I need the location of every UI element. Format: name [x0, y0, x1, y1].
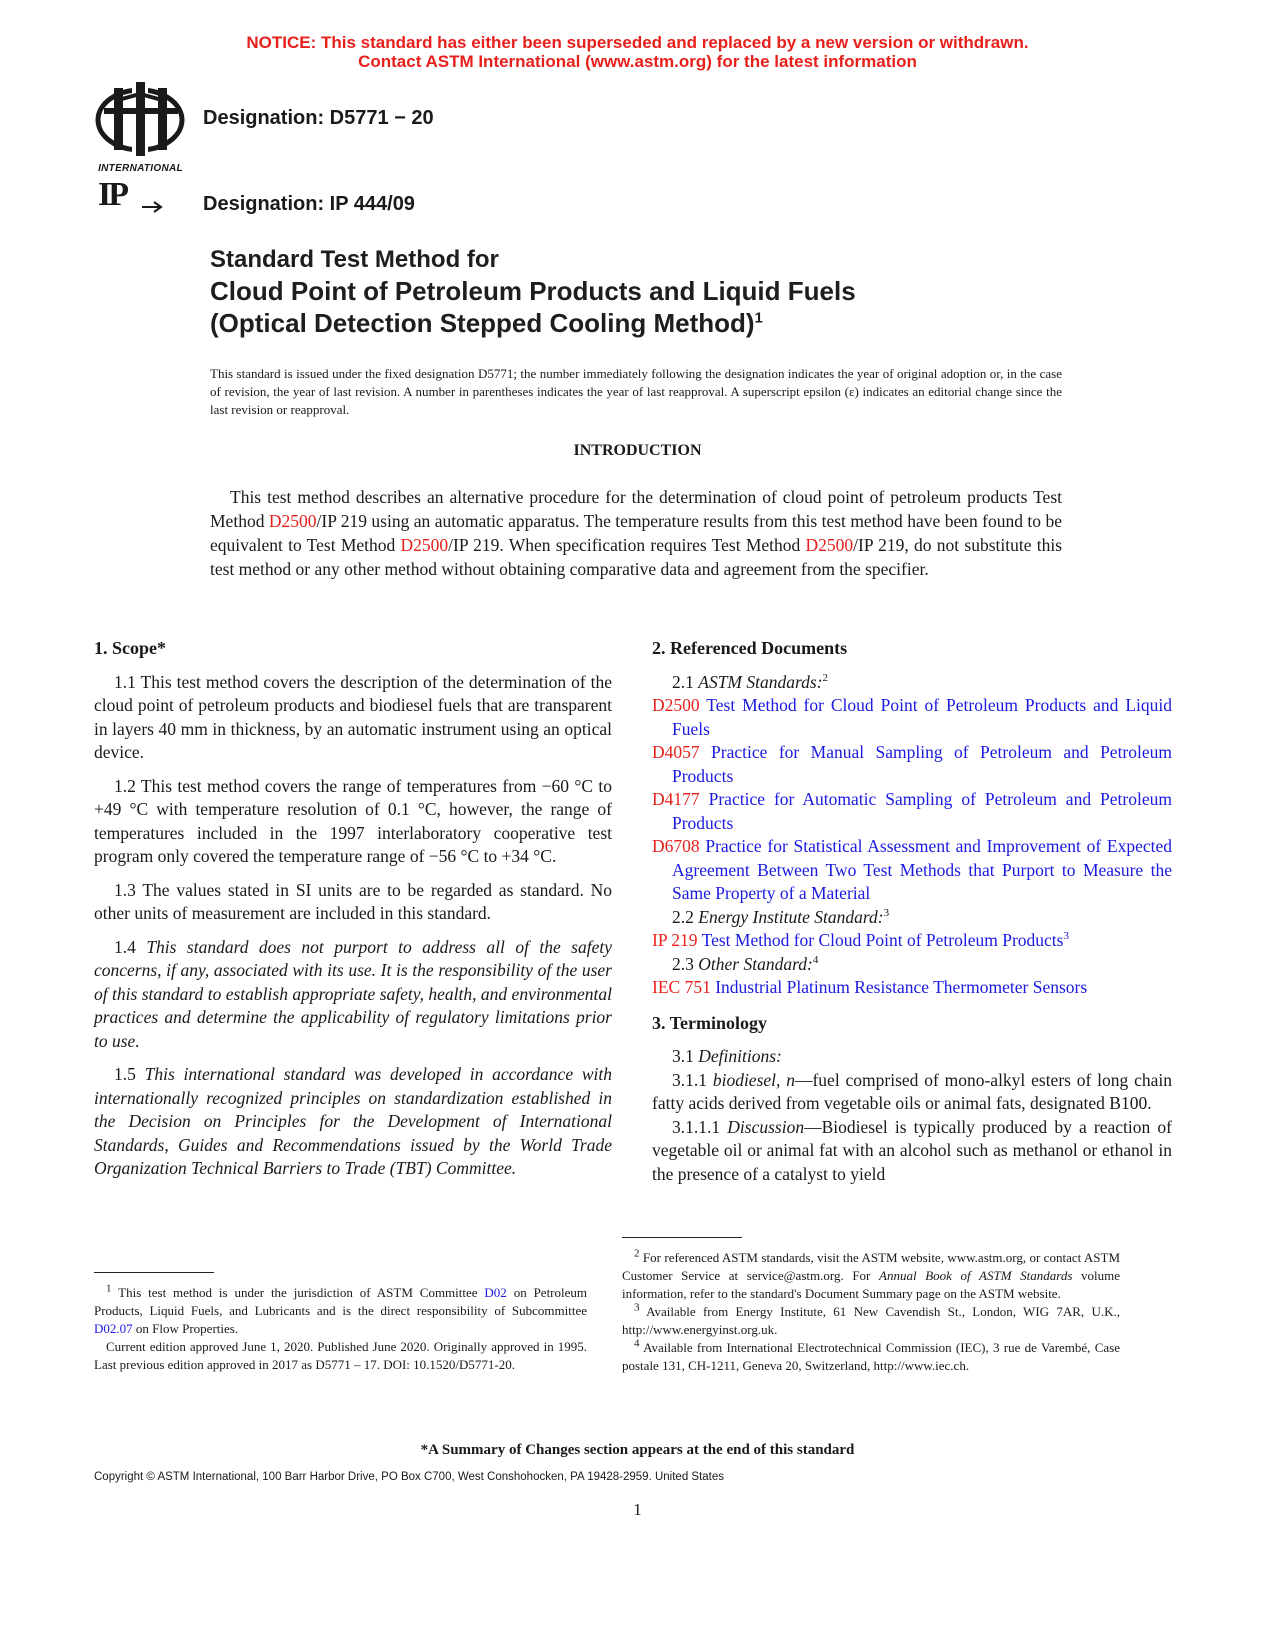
scope-heading: 1. Scope*	[94, 638, 166, 658]
intro-text-4: /IP 219, do not substitute this test method or any other method without obtaining comparative data and agreement from the specifier.	[210, 535, 1062, 579]
footnote-2-text-b: volume information, refer to the standard's Document Summary page on the ASTM website.	[622, 1268, 1121, 1301]
astm-reference-list	[652, 694, 1172, 906]
ei-standard-label	[652, 906, 1172, 930]
reference-title[interactable]: Practice for Automatic Sampling of Petroleum and Petroleum Products	[672, 789, 1172, 833]
footnote-1-text-b: on Petroleum Products, Liquid Fuels, and Lubricants and is the direct responsibility of Subcommittee	[94, 1285, 587, 1318]
footnote-2	[622, 1249, 1120, 1303]
title-footnote-mark: 1	[754, 309, 763, 327]
footnotes-right	[622, 1249, 1120, 1375]
footnote-3	[622, 1303, 1120, 1339]
scope-1-1: 1.1 This test method covers the description of the determination of the cloud point of petroleum products and biodiesel fuels that are transparent in layers 40 mm in thickness, by an automatic instrument using an optical device.	[94, 671, 612, 762]
notice-line-1: NOTICE: This standard has either been superseded and replaced by a new version or withdrawn.	[246, 33, 1029, 52]
summary-of-changes-note: *A Summary of Changes section appears at the end of this standard	[420, 1442, 855, 1458]
definitions-text: Definitions:	[698, 1046, 782, 1066]
footnotes-left	[94, 1284, 587, 1374]
terminology-heading: 3. Terminology	[652, 1012, 768, 1033]
other-standard-text: Other Standard:	[698, 953, 813, 974]
reference-title[interactable]: Test Method for Cloud Point of Petroleum Products	[697, 930, 1064, 950]
definitions-number: 3.1	[672, 1046, 699, 1066]
astm-standards-number: 2.1	[672, 671, 699, 692]
discussion-text: —Biodiesel is typically produced by a reaction of vegetable oil or animal fat with an alcohol such as methanol or ethanol in the presence of a catalyst to yield	[652, 1116, 1172, 1184]
other-standard-mark: 4	[812, 953, 819, 966]
reference-item[interactable]	[652, 741, 1172, 788]
other-standard-number: 2.3	[672, 953, 699, 974]
reference-code[interactable]: D2500	[652, 695, 700, 715]
scope-1-3: 1.3 The values stated in SI units are to be regarded as standard. No other units of measurement are included in this standard.	[94, 879, 612, 923]
reference-code[interactable]: IEC 751	[652, 977, 711, 997]
discussion-label: Discussion	[727, 1116, 805, 1137]
reference-item[interactable]	[652, 835, 1172, 906]
discussion-biodiesel	[652, 1116, 1172, 1187]
scope-section	[94, 637, 612, 1191]
page-number: 1	[633, 1500, 642, 1519]
copyright-line: Copyright © ASTM International, 100 Barr Harbor Drive, PO Box C700, West Conshohocken, PA 19428-2959. United States	[94, 1471, 725, 1483]
footnote-1-edition: Current edition approved June 1, 2020. Published June 2020. Originally approved in 1995. Last previous edition approved in 2017 as D5771 – 17. DOI: 10.1520/D5771-20.	[94, 1339, 587, 1372]
scope-1-5	[94, 1063, 612, 1181]
title-line-1: Standard Test Method for	[210, 246, 499, 273]
footnote-rule-right	[622, 1237, 742, 1238]
ip-logo	[98, 176, 126, 214]
footnote-2-text-a: For referenced ASTM standards, visit the ASTM website, www.astm.org, or contact ASTM Customer Service at service@astm.org. For	[622, 1250, 1121, 1283]
astm-logo	[88, 80, 193, 172]
title-line-3	[210, 308, 763, 339]
issuance-note: This standard is issued under the fixed designation D5771; the number immediately following the designation indicates the year of original adoption or, in the case of revision, the year of last revision. A number in parentheses indicates the year of last reapproval. A superscript epsilon (ε) indicates an editorial change since the last revision or reapproval.	[210, 366, 1062, 417]
scope-1-4	[94, 936, 612, 1054]
link-d2500[interactable]: D2500	[400, 535, 449, 555]
ei-standard-text: Energy Institute Standard:	[698, 906, 884, 927]
link-d2500[interactable]: D2500	[268, 511, 317, 531]
footnote-1-mark: 1	[106, 1282, 112, 1295]
astm-standards-label	[652, 671, 1172, 695]
title-line-3-text: (Optical Detection Stepped Cooling Method)	[210, 308, 755, 338]
introduction-text	[210, 485, 1062, 581]
designation-ip: Designation: IP 444/09	[203, 193, 415, 215]
reference-title[interactable]: Industrial Platinum Resistance Thermometer Sensors	[710, 977, 1088, 997]
notice-line-2: Contact ASTM International (www.astm.org) for the latest information	[358, 52, 917, 71]
footnote-3-mark: 3	[634, 1301, 640, 1314]
right-column	[652, 637, 1172, 1186]
scope-1-4-text: This standard does not purport to address all of the safety concerns, if any, associated with its use. It is the responsibility of the user of this standard to establish appropriate safety, health, and environmental practices and determine the applicability of regulatory limitations prior to use.	[94, 936, 613, 1051]
scope-1-4-number: 1.4	[114, 936, 147, 957]
reference-code[interactable]: D4177	[652, 789, 700, 809]
referenced-documents-heading: 2. Referenced Documents	[652, 638, 848, 658]
footnote-4-text: Available from International Electrotechnical Commission (IEC), 3 rue de Varembé, Case postale 131, CH-1211, Geneva 20, Switzerland, http://www.iec.ch.	[622, 1340, 1120, 1373]
definitions-label	[652, 1045, 1172, 1069]
footnote-2-mark: 2	[634, 1247, 640, 1260]
reference-item[interactable]	[652, 788, 1172, 835]
footnote-4	[622, 1339, 1120, 1375]
reference-code[interactable]: IP 219	[652, 930, 698, 950]
ip-logo-arrow	[142, 200, 164, 214]
definition-text: —fuel comprised of mono-alkyl esters of long chain fatty acids derived from vegetable oils or animal fats, designated B100.	[652, 1069, 1173, 1113]
reference-mark: 3	[1063, 930, 1069, 943]
reference-item[interactable]	[652, 694, 1172, 741]
footnote-1-text-c: on Flow Properties.	[132, 1321, 239, 1336]
title-line-2: Cloud Point of Petroleum Products and Liquid Fuels	[210, 276, 856, 306]
reference-title[interactable]: Practice for Manual Sampling of Petroleum and Petroleum Products	[672, 742, 1172, 786]
footnote-2-book: Annual Book of ASTM Standards	[879, 1268, 1073, 1283]
link-d2500[interactable]: D2500	[805, 535, 854, 555]
reference-item-iec751[interactable]	[652, 976, 1172, 1000]
reference-title[interactable]: Test Method for Cloud Point of Petroleum Products and Liquid Fuels	[672, 695, 1172, 739]
astm-logo-text: INTERNATIONAL	[98, 163, 183, 174]
astm-standards-text: ASTM Standards:	[698, 671, 823, 692]
scope-1-5-text: This international standard was developed in accordance with internationally recognized principles on standardization established in the Decision on Principles for the Development of International Standards, Guides and Recommendations issued by the World Trade Organization Technical Barriers to Trade (TBT) Committee.	[94, 1064, 613, 1178]
discussion-number: 3.1.1.1	[672, 1116, 728, 1137]
intro-text-1: This test method describes an alternative procedure for the determination of cloud point of petroleum products Test Method	[210, 487, 1062, 531]
intro-text-2: /IP 219 using an automatic apparatus. The temperature results from this test method have been found to be equivalent to Test Method	[210, 511, 1062, 555]
designation-astm: Designation: D5771 − 20	[203, 107, 434, 129]
footnote-3-text: Available from Energy Institute, 61 New Cavendish St., London, WIG 7AR, U.K., http://www.energyinst.org.uk.	[622, 1304, 1120, 1337]
reference-code[interactable]: D4057	[652, 742, 700, 762]
definition-biodiesel	[652, 1069, 1172, 1116]
link-d02[interactable]: D02	[484, 1285, 507, 1300]
definition-term: biodiesel, n	[712, 1069, 795, 1090]
scope-1-2: 1.2 This test method covers the range of temperatures from −60 °C to +49 °C with temperature resolution of 0.1 °C, however, the range of temperatures included in the 1997 interlaboratory cooperative test program only covered the temperature range of −56 °C to +34 °C.	[94, 775, 612, 866]
other-standard-label	[652, 953, 1172, 977]
reference-title[interactable]: Practice for Statistical Assessment and Improvement of Expected Agreement Between Two Test Methods that Purport to Measure the Same Property of a Material	[672, 836, 1172, 903]
definition-number: 3.1.1	[672, 1069, 713, 1090]
footnote-rule-left	[94, 1272, 214, 1273]
introduction-heading: INTRODUCTION	[573, 442, 702, 459]
reference-item-ip219[interactable]	[652, 929, 1172, 953]
astm-logo-mark	[88, 80, 193, 158]
astm-standards-mark: 2	[822, 671, 829, 684]
footnote-1	[94, 1284, 587, 1338]
footnote-4-mark: 4	[634, 1337, 640, 1350]
link-d02-07[interactable]: D02.07	[94, 1321, 133, 1336]
ei-standard-number: 2.2	[672, 906, 699, 927]
ei-standard-mark: 3	[883, 906, 890, 919]
footnote-1-text-a: This test method is under the jurisdiction of ASTM Committee	[118, 1285, 485, 1300]
withdrawal-notice	[0, 33, 1275, 71]
ip-logo-text: IP	[98, 176, 126, 213]
reference-code[interactable]: D6708	[652, 836, 700, 856]
scope-1-5-number: 1.5	[114, 1064, 145, 1084]
intro-text-3: /IP 219. When specification requires Test Method	[448, 535, 806, 555]
